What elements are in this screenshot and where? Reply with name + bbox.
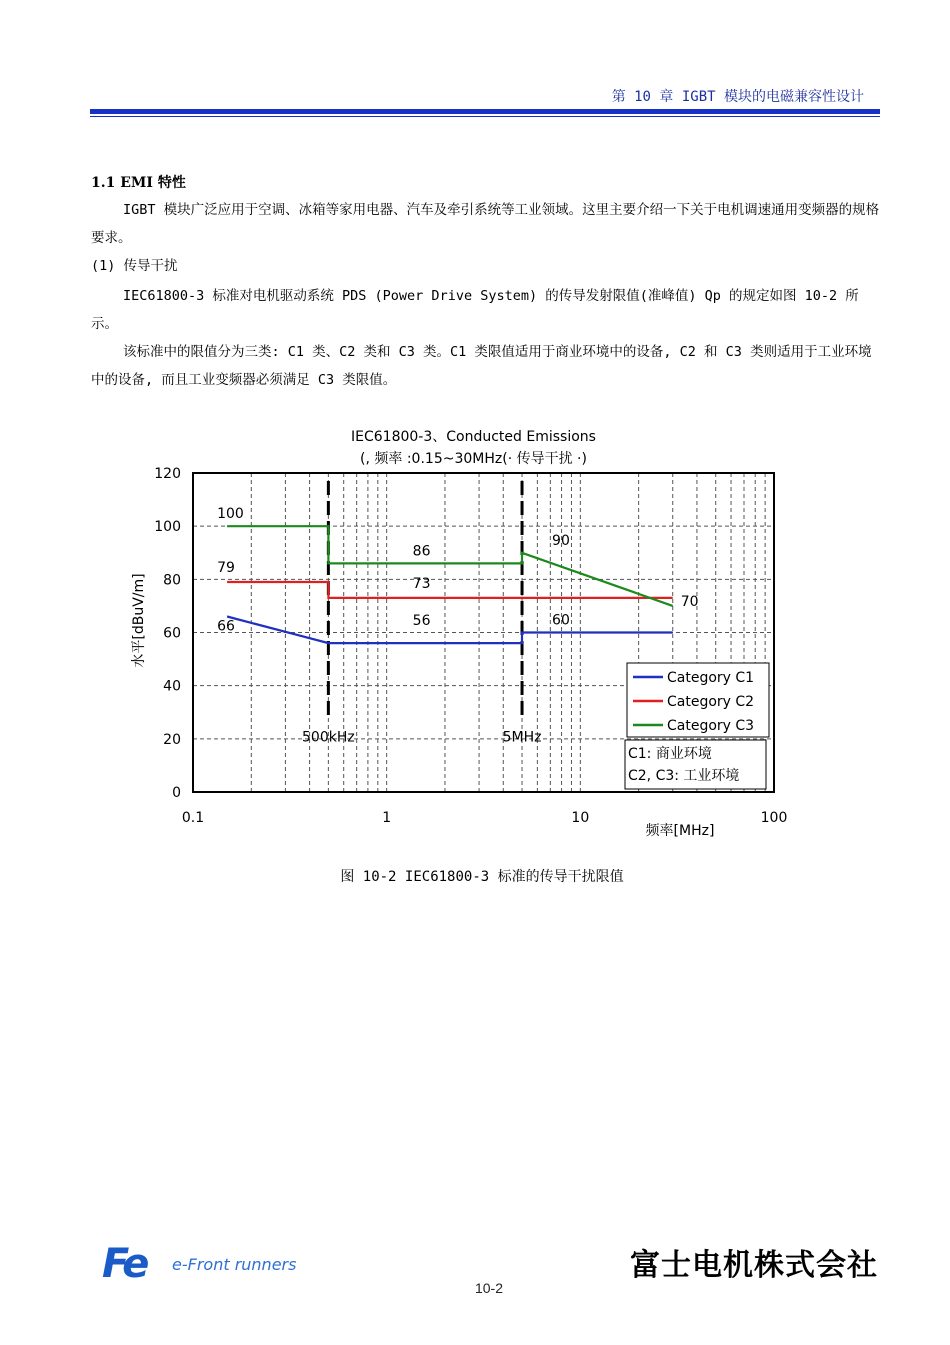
- fe-logo: [102, 1243, 312, 1285]
- page-number: 10-2: [474, 1280, 504, 1296]
- series-line: [227, 526, 673, 606]
- subheading: (1) 传导干扰: [91, 258, 178, 274]
- x-axis-label: 频率[MHz]: [645, 823, 715, 839]
- y-tick-label: 120: [154, 466, 181, 482]
- paragraph-3: 该标准中的限值分为三类: C1 类、C2 类和 C3 类。C1 类限值适用于商业环境中的设备, C2 和 C3 类则适用于工业环境中的设备, 而且工业变频器必须满足 C3 类限值。: [91, 344, 872, 388]
- value-label: 90: [552, 532, 570, 549]
- value-label: 86: [412, 543, 431, 560]
- fe-logo-mark: Fe: [102, 1241, 146, 1287]
- x-tick-label: 10: [571, 810, 590, 826]
- value-label: 100: [217, 506, 244, 523]
- chart-subtitle: (, 频率 :0.15~30MHz(· 传导干扰 ·): [360, 451, 587, 467]
- value-label: 56: [412, 613, 431, 630]
- chapter-header: 第 10 章 IGBT 模块的电磁兼容性设计: [611, 89, 864, 105]
- x-tick-label: 100: [760, 810, 788, 826]
- value-label: 70: [680, 593, 699, 610]
- company-name: 富士电机株式会社: [630, 1248, 878, 1283]
- value-label: 73: [412, 575, 431, 592]
- section-title: 1.1 EMI 特性: [91, 175, 186, 191]
- series-line: [227, 617, 673, 644]
- legend-label: Category C2: [667, 694, 755, 710]
- value-label: 60: [552, 612, 570, 629]
- marker-label: 500kHz: [302, 729, 355, 746]
- environment-note-line: C2, C3: 工业环境: [628, 768, 740, 784]
- value-label: 79: [217, 559, 235, 576]
- y-tick-label: 20: [163, 731, 181, 748]
- y-axis-label: 水平[dBuV/m]: [131, 573, 147, 668]
- y-tick-label: 80: [163, 572, 181, 589]
- y-tick-label: 40: [163, 678, 181, 695]
- value-label: 66: [217, 618, 235, 635]
- x-tick-label: 0.1: [181, 810, 205, 826]
- figure-caption: 图 10-2 IEC61800-3 标准的传导干扰限值: [340, 869, 624, 885]
- environment-note-line: C1: 商业环境: [628, 746, 712, 762]
- x-tick-label: 1: [382, 810, 392, 826]
- series-line: [227, 582, 673, 598]
- paragraph-2: IEC61800-3 标准对电机驱动系统 PDS (Power Drive System) 的传导发射限值(准峰值) Qp 的规定如图 10-2 所示。: [91, 288, 859, 332]
- legend-label: Category C3: [667, 718, 755, 734]
- y-tick-label: 0: [172, 785, 181, 801]
- paragraph-1: IGBT 模块广泛应用于空调、冰箱等家用电器、汽车及牵引系统等工业领域。这里主要介绍一下关于电机调速通用变频器的规格要求。: [91, 202, 880, 246]
- marker-label: 5MHz: [502, 729, 542, 746]
- logo-tagline: e-Front runners: [172, 1255, 297, 1274]
- legend-label: Category C1: [667, 670, 755, 686]
- y-tick-label: 60: [163, 625, 181, 642]
- y-tick-label: 100: [154, 519, 181, 536]
- chart-title: IEC61800-3、Conducted Emissions: [351, 429, 596, 445]
